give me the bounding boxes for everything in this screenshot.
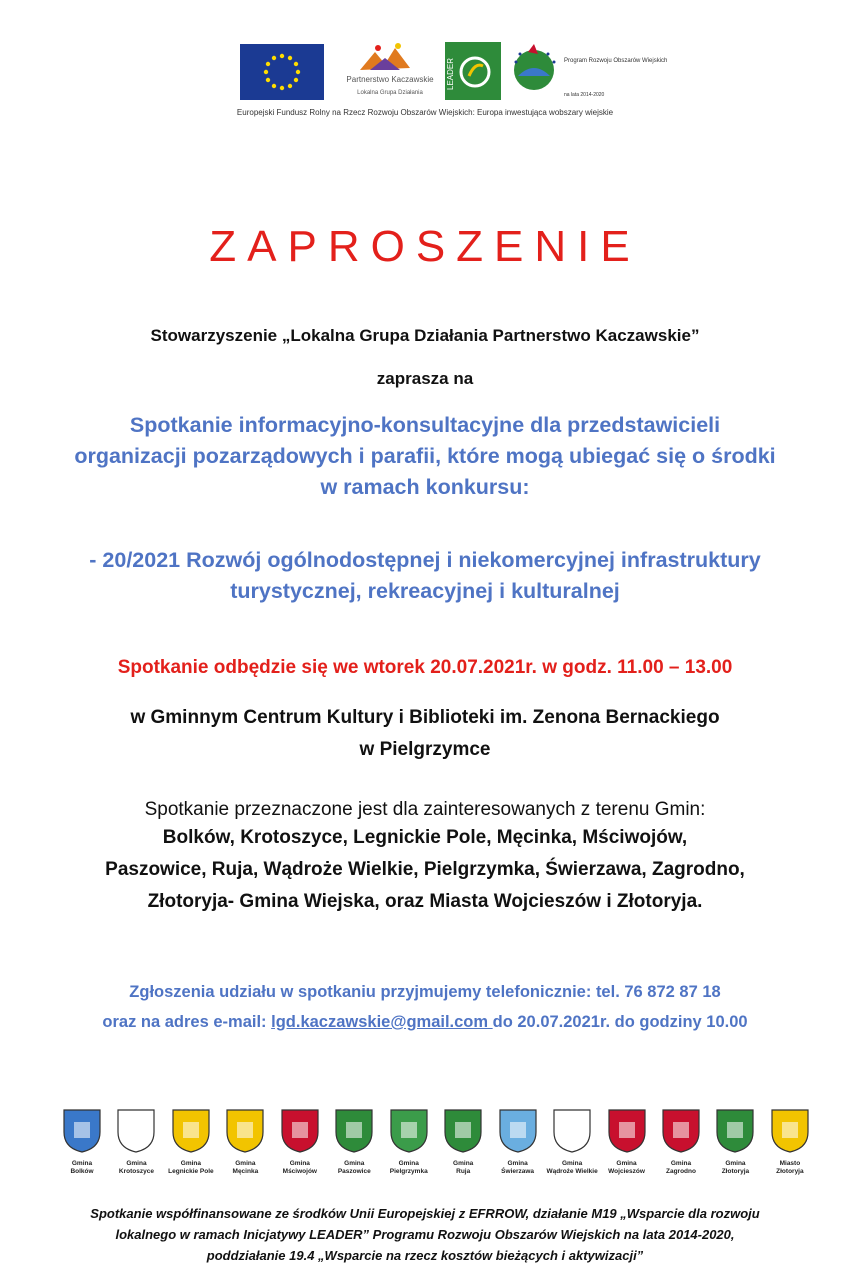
prow-logo	[510, 40, 668, 102]
footer-line: Spotkanie współfinansowane ze środków Unii Europejskiej z EFRROW, działanie M19 „Wsparcie dla rozwoju	[90, 1206, 760, 1221]
footer-line: poddziałanie 19.4 „Wsparcie na rzecz kosztów bieżących i aktywizacji”	[206, 1248, 644, 1263]
contest-line: turystycznej, rekreacyjnej i kulturalnej	[230, 579, 620, 603]
meeting-line: organizacji pozarządowych i parafii, które mogą ubiegać się o środki	[74, 444, 776, 468]
crest-label	[56, 1160, 108, 1176]
lgd-logo-text: Partnerstwo Kaczawskie	[346, 75, 434, 84]
prow-text: Program Rozwoju Obszarów Wiejskich	[564, 58, 668, 64]
crest-label-top: Gmina	[725, 1160, 746, 1167]
crest-label	[546, 1160, 598, 1176]
header-logos	[240, 40, 668, 102]
crest-label-bottom: Pielgrzymka	[389, 1168, 428, 1175]
crest-label	[655, 1160, 707, 1176]
crest-item	[165, 1108, 217, 1176]
gmina-list	[0, 822, 850, 918]
crest-label	[601, 1160, 653, 1176]
crest-label-top: Gmina	[180, 1160, 202, 1167]
crest-label	[437, 1160, 489, 1176]
crest-label-top: Gmina	[507, 1160, 528, 1167]
crest-item	[655, 1108, 707, 1176]
crest-item	[56, 1108, 108, 1176]
crest-shield-icon	[225, 1108, 265, 1154]
lgd-logo	[340, 40, 440, 102]
crest-shield-icon	[661, 1108, 701, 1154]
crest-shield-icon	[715, 1108, 755, 1154]
crest-label	[383, 1160, 435, 1176]
contest-line: - 20/2021 Rozwój ogólnodostępnej i niekomercyjnej infrastruktury	[89, 548, 761, 572]
crest-label-bottom: Świerzawa	[501, 1168, 535, 1175]
crest-label-top: Gmina	[126, 1160, 147, 1167]
crest-label-top: Gmina	[616, 1160, 637, 1167]
crest-label-bottom: Zagrodno	[666, 1168, 696, 1175]
meeting-line: w ramach konkursu:	[320, 475, 530, 499]
crest-label-top: Gmina	[453, 1160, 474, 1167]
crest-item	[219, 1108, 271, 1176]
crest-label-bottom: Wądroże Wielkie	[546, 1168, 598, 1175]
crest-label-bottom: Złotoryja	[721, 1168, 750, 1175]
crest-item	[764, 1108, 816, 1176]
crest-label-top: Gmina	[398, 1160, 419, 1167]
footer-line: lokalnego w ramach Inicjatywy LEADER” Programu Rozwoju Obszarów Wiejskich na lata 2014-2020,	[115, 1227, 735, 1242]
crest-item	[383, 1108, 435, 1176]
crest-item	[437, 1108, 489, 1176]
crest-label-top: Gmina	[561, 1160, 583, 1167]
crest-label-bottom: Ruja	[456, 1168, 471, 1175]
contact-phone-line: Zgłoszenia udziału w spotkaniu przyjmujemy telefonicznie: tel. 76 872 87 18	[129, 983, 721, 1001]
crest-shield-icon	[498, 1108, 538, 1154]
crest-item	[709, 1108, 761, 1176]
contest-description	[0, 545, 850, 607]
crest-item	[328, 1108, 380, 1176]
meeting-date: Spotkanie odbędzie się we wtorek 20.07.2021r. w godz. 11.00 – 13.00	[117, 657, 733, 678]
footer-note	[0, 1203, 850, 1266]
crest-label-bottom: Krotoszyce	[118, 1168, 154, 1175]
crest-item	[601, 1108, 653, 1176]
crest-label	[219, 1160, 271, 1176]
crest-shield-icon	[334, 1108, 374, 1154]
lgd-logo-subtext: Lokalna Grupa Działania	[357, 90, 423, 96]
crest-label-top: Gmina	[344, 1160, 365, 1167]
crest-label	[274, 1160, 326, 1176]
crest-label-top: Gmina	[289, 1160, 310, 1167]
gmina-line: Bolków, Krotoszyce, Legnickie Pole, Męcinka, Mściwojów,	[162, 827, 688, 848]
leader-text: LEADER	[446, 57, 455, 90]
contact-info	[0, 977, 850, 1037]
crest-label-top: Gmina	[71, 1160, 93, 1167]
invites-text: zaprasza na	[376, 369, 474, 388]
prow-years: na lata 2014-2020	[564, 92, 605, 98]
location-line: w Pielgrzymce	[359, 739, 491, 760]
leader-logo	[445, 42, 501, 100]
crest-shield-icon	[770, 1108, 810, 1154]
crest-shield-icon	[62, 1108, 102, 1154]
crest-label-bottom: Złotoryja	[776, 1168, 804, 1175]
crest-label	[110, 1160, 162, 1176]
crest-item	[492, 1108, 544, 1176]
crest-shield-icon	[552, 1108, 592, 1154]
crest-label	[492, 1160, 544, 1176]
crest-label	[709, 1160, 761, 1176]
contact-email-line	[0, 1007, 850, 1037]
crest-label	[764, 1160, 816, 1176]
contact-email-suffix: do 20.07.2021r. do godziny 10.00	[492, 1013, 748, 1031]
gmina-crests	[56, 1108, 816, 1176]
crest-shield-icon	[171, 1108, 211, 1154]
crest-shield-icon	[443, 1108, 483, 1154]
crest-shield-icon	[389, 1108, 429, 1154]
audience-text: Spotkanie przeznaczone jest dla zainteresowanych z terenu Gmin:	[144, 799, 706, 820]
crest-label-top: Miasto	[779, 1160, 801, 1167]
crest-label	[165, 1160, 217, 1176]
eu-flag-logo	[240, 44, 324, 100]
gmina-line: Złotoryja- Gmina Wiejska, oraz Miasta Wojcieszów i Złotoryja.	[147, 891, 703, 912]
meeting-location	[0, 702, 850, 766]
organizer: Stowarzyszenie „Lokalna Grupa Działania Partnerstwo Kaczawskie”	[150, 326, 700, 345]
page-title: ZAPROSZENIE	[209, 222, 641, 271]
meeting-description	[0, 410, 850, 503]
crest-label-bottom: Legnickie Pole	[168, 1168, 214, 1175]
crest-label	[328, 1160, 380, 1176]
crest-label-bottom: Paszowice	[337, 1168, 371, 1175]
crest-item	[546, 1108, 598, 1176]
crest-label-top: Gmina	[235, 1160, 256, 1167]
crest-label-bottom: Bolków	[70, 1168, 94, 1175]
location-line: w Gminnym Centrum Kultury i Biblioteki im. Zenona Bernackiego	[130, 707, 720, 728]
crest-label-bottom: Męcinka	[232, 1168, 259, 1175]
email-link[interactable]: lgd.kaczawskie@gmail.com	[271, 1013, 493, 1031]
funding-caption: Europejski Fundusz Rolny na Rzecz Rozwoju Obszarów Wiejskich: Europa inwestująca wobszary wiejskie	[236, 108, 614, 117]
crest-shield-icon	[280, 1108, 320, 1154]
crest-item	[274, 1108, 326, 1176]
crest-label-bottom: Mściwojów	[282, 1168, 317, 1175]
gmina-line: Paszowice, Ruja, Wądroże Wielkie, Pielgrzymka, Świerzawa, Zagrodno,	[105, 859, 745, 880]
meeting-line: Spotkanie informacyjno-konsultacyjne dla przedstawicieli	[129, 413, 721, 437]
crest-item	[110, 1108, 162, 1176]
crest-shield-icon	[607, 1108, 647, 1154]
crest-label-bottom: Wojcieszów	[608, 1168, 645, 1175]
crest-label-top: Gmina	[670, 1160, 692, 1167]
contact-email-prefix: oraz na adres e-mail:	[102, 1013, 272, 1031]
crest-shield-icon	[116, 1108, 156, 1154]
